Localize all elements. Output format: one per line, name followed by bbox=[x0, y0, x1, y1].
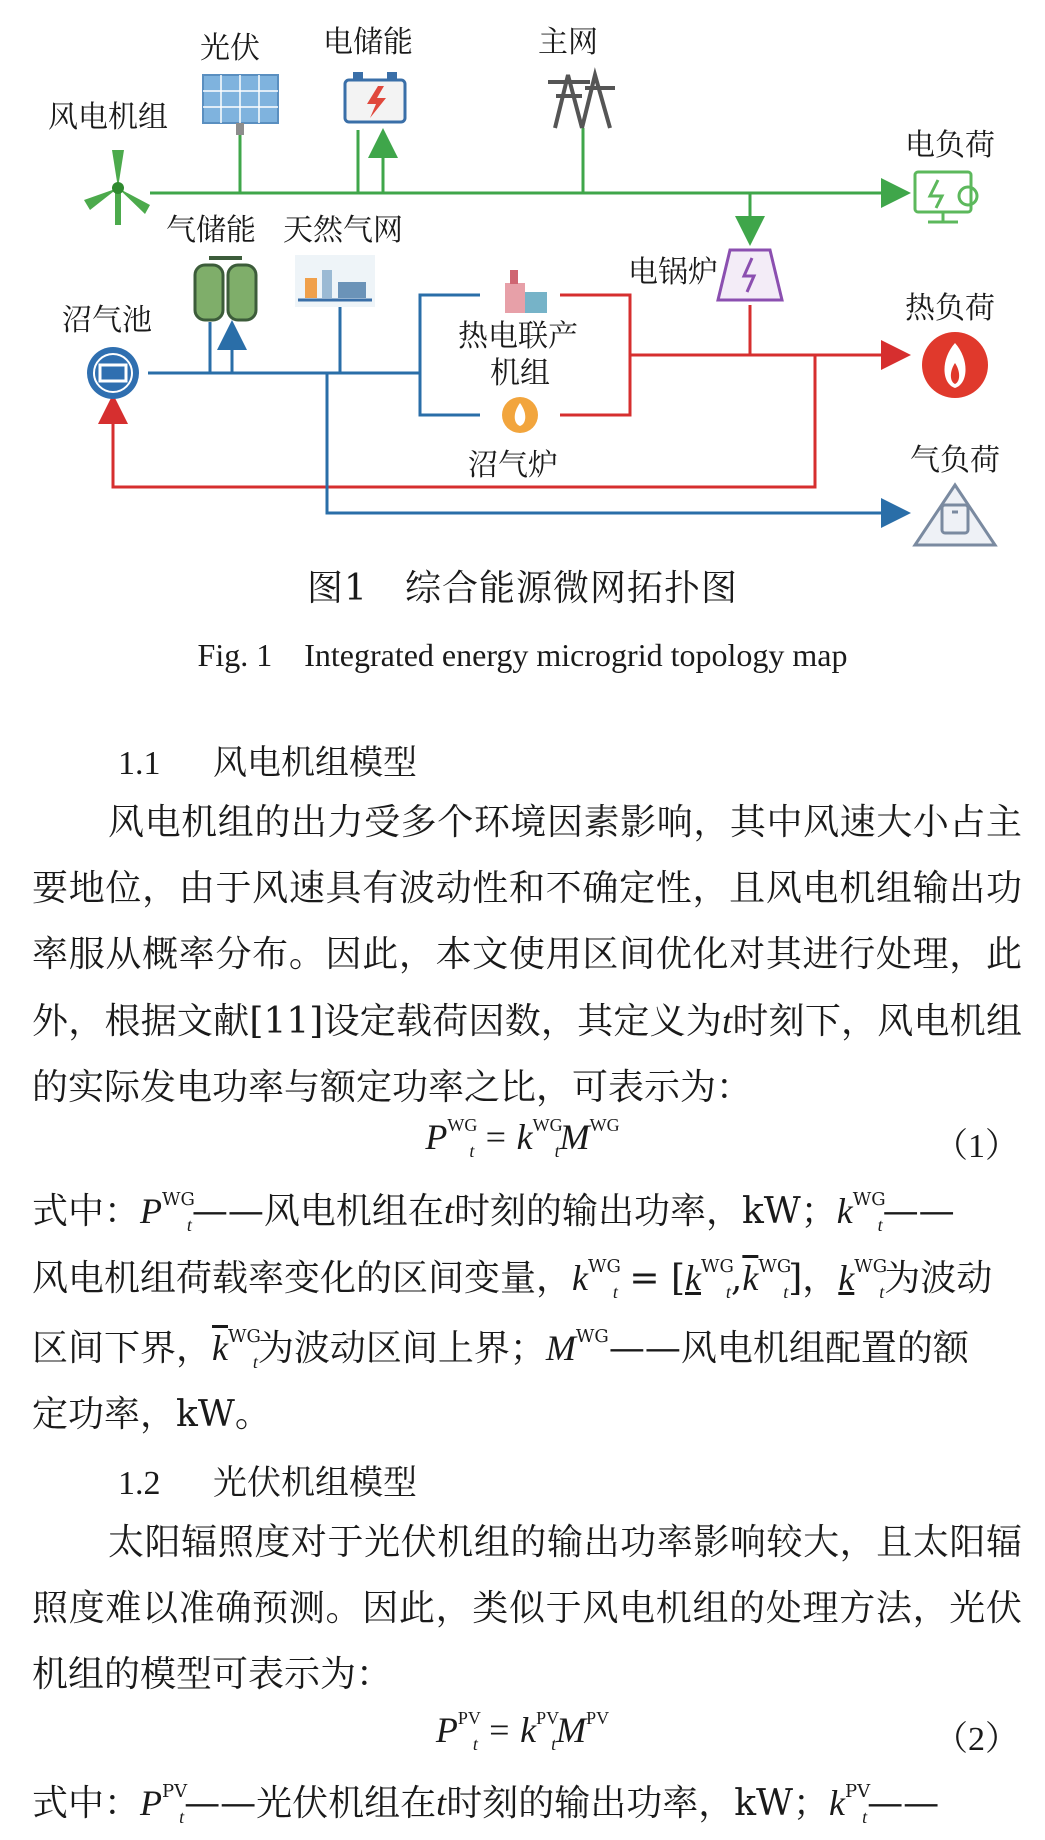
topology-diagram bbox=[0, 0, 1045, 560]
label-gas-load: 气负荷 bbox=[910, 443, 1000, 478]
label-biogas-pool: 沼气池 bbox=[62, 303, 152, 338]
gas-load-icon bbox=[915, 485, 995, 545]
electric-boiler-icon bbox=[718, 250, 782, 300]
section-title: 光伏机组模型 bbox=[213, 1463, 417, 1503]
where-line-3: 区间下界，$\overline{k}^{WG}_t$为波动区间上界；$M^{WG}——$风电机组配置的额 bbox=[32, 1326, 969, 1372]
biogas-pool-icon bbox=[87, 347, 139, 399]
label-chp-line1: 热电联产 bbox=[458, 319, 578, 354]
figure-caption-en: Fig. 1 Integrated energy microgrid topology map bbox=[197, 637, 848, 673]
where-line-1: 式中：$P^{WG}_t——$风电机组在t时刻的输出功率，kW；$k^{WG}_t——$ bbox=[32, 1189, 955, 1235]
label-natural-gas: 天然气网 bbox=[283, 213, 403, 248]
label-main-grid: 主网 bbox=[538, 25, 598, 60]
equation-number-1: （1） bbox=[934, 1128, 1019, 1165]
paragraph-wind bbox=[32, 790, 1022, 1121]
label-elec-load: 电负荷 bbox=[905, 128, 995, 163]
paragraph-pv: 太阳辐照度对于光伏机组的输出功率影响较大，且太阳辐照度难以准确预测。因此，类似于风电机组的处理方法，光伏机组的模型可表示为： bbox=[32, 1522, 1022, 1695]
where-line-pv-1: 式中：$P^{PV}_t——$光伏机组在t时刻的输出功率，kW；$k^{PV}_t——$ bbox=[32, 1781, 940, 1827]
electric-bus bbox=[150, 128, 905, 240]
section-heading-1-1 bbox=[118, 735, 417, 784]
label-wind: 风电机组 bbox=[48, 100, 168, 135]
where-line-2: 风电机组荷载率变化的区间变量，$k^{WG}_t = [k^{WG}_t,\overline{k}^{WG}_t]$，$k^{WG}_t$为波动 bbox=[32, 1256, 993, 1302]
label-gas-storage: 气储能 bbox=[166, 213, 256, 248]
section-title: 风电机组模型 bbox=[213, 743, 417, 783]
section-number: 1.1 bbox=[118, 745, 161, 782]
equation-number-2: （2） bbox=[934, 1721, 1019, 1758]
label-chp-line2: 机组 bbox=[490, 356, 550, 391]
label-biogas-boiler: 沼气炉 bbox=[468, 448, 558, 483]
paragraph-text-tail: 时刻下，风电机组的实际发电功率与额定功率之比，可表示为： bbox=[32, 1001, 1022, 1108]
heat-load-icon bbox=[922, 332, 988, 398]
paragraph-text: 风电机组的出力受多个环境因素影响，其中风速大小占主要地位，由于风速具有波动性和不确定性，且风电机组输出功率服从概率分布。因此，本文使用区间优化对其进行处理，此外，根据文献[11]设定载荷因数，其定义为 bbox=[32, 802, 1022, 1042]
section-number: 1.2 bbox=[118, 1465, 161, 1502]
figure-caption-cn: 图1 综合能源微网拓扑图 bbox=[307, 568, 738, 609]
battery-icon bbox=[345, 72, 405, 122]
natural-gas-icon bbox=[295, 255, 375, 307]
where-line-4: 定功率，kW。 bbox=[32, 1394, 271, 1435]
electric-load-icon bbox=[915, 172, 977, 222]
solar-panel-icon bbox=[203, 75, 278, 135]
wind-turbine-icon bbox=[84, 150, 150, 225]
label-pv: 光伏 bbox=[200, 31, 260, 66]
power-tower-icon bbox=[548, 75, 615, 128]
label-elec-storage: 电储能 bbox=[323, 25, 413, 60]
var-t: t bbox=[722, 1001, 733, 1041]
label-boiler: 电锅炉 bbox=[628, 255, 718, 290]
equation-2: $P^{PV}_t = k^{PV}_tM^{PV}$ bbox=[435, 1708, 610, 1754]
equation-1: $P^{WG}_t = k^{WG}_tM^{WG}$ bbox=[425, 1115, 620, 1161]
biogas-boiler-icon bbox=[502, 397, 538, 433]
label-heat-load: 热负荷 bbox=[905, 291, 995, 326]
chp-unit-icon bbox=[505, 270, 547, 313]
gas-storage-icon bbox=[195, 258, 256, 320]
section-heading-1-2 bbox=[118, 1455, 417, 1504]
